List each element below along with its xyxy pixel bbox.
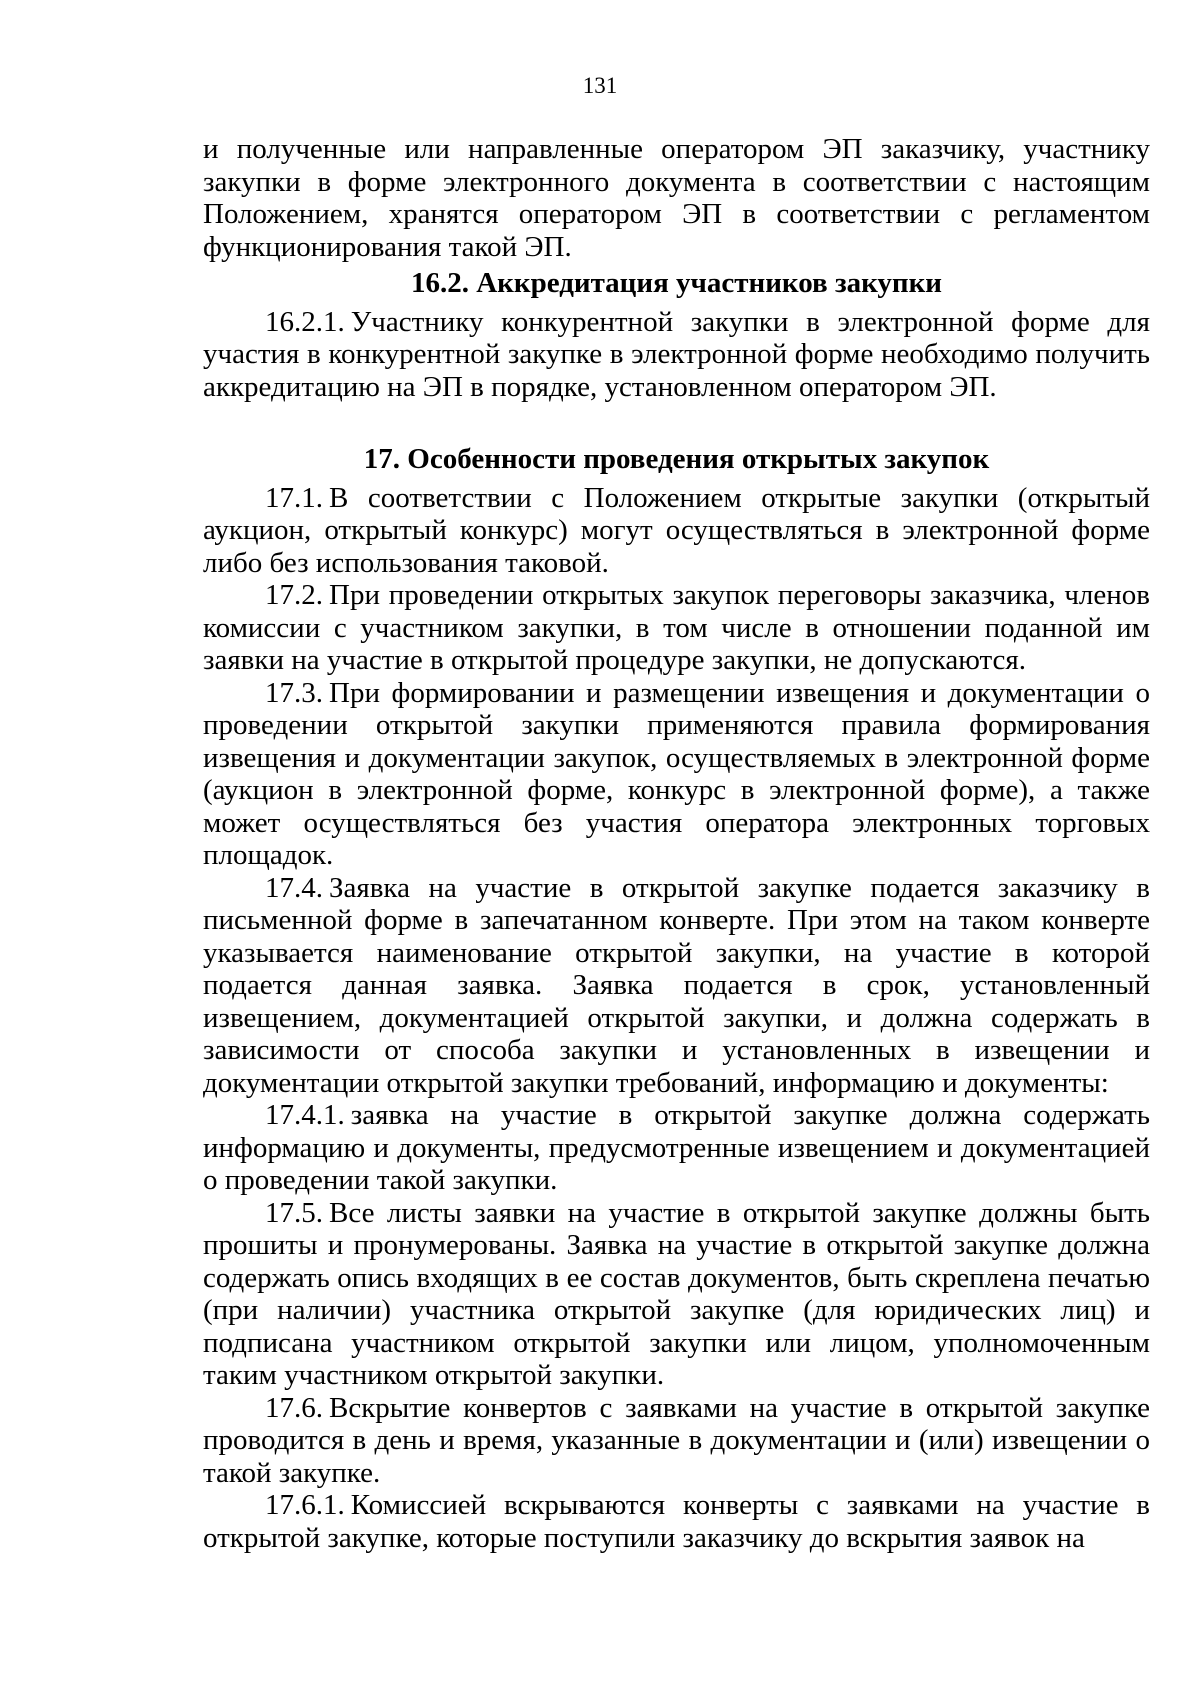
- clause-text: При проведении открытых закупок переговоры заказчика, членов комиссии с участником закупки, в том числе в отношении поданной им заявки на участие в открытой процедуре закупки, не допускаются.: [203, 579, 1150, 676]
- clause-number: 17.6.1.: [265, 1489, 345, 1521]
- clause-text: заявка на участие в открытой закупке должна содержать информацию и документы, предусмотренные извещением и документацией о проведении такой закупки.: [203, 1099, 1150, 1196]
- clause-text: Участнику конкурентной закупки в электронной форме для участия в конкурентной закупке в электронной форме необходимо получить аккредитацию на ЭП в порядке, установленном оператором ЭП.: [203, 305, 1150, 403]
- clause-number: 17.4.1.: [265, 1099, 345, 1131]
- intro-paragraph: и полученные или направленные оператором ЭП заказчику, участнику закупки в форме электронного документа в соответствии с настоящим Положением, хранятся оператором ЭП в соответствии с регламентом функционирования такой ЭП.: [203, 133, 1150, 263]
- clause-number: 17.3.: [265, 676, 323, 709]
- page-number: 131: [582, 73, 618, 98]
- section-heading-17: 17. Особенности проведения открытых закупок: [363, 443, 990, 475]
- clause-number: 17.1.: [265, 481, 323, 514]
- section-heading-16-2: 16.2. Аккредитация участников закупки: [410, 267, 943, 299]
- clause-17-5: [203, 1197, 1150, 1392]
- clause-text: Комиссией вскрываются конверты с заявками на участие в открытой закупке, которые поступили заказчику до вскрытия заявок на: [203, 1489, 1150, 1554]
- clause-17-1: [203, 482, 1150, 580]
- clause-text: Все листы заявки на участие в открытой закупке должны быть прошиты и пронумерованы. Заявка на участие в открытой закупке должна содержать опись входящих в ее состав документов, быть скреплена печатью (при наличии) участника открытой закупке (для юридических лиц) и подписана участником открытой закупки или лицом, уполномоченным таким участником открытой закупки.: [203, 1196, 1150, 1391]
- clause-number: 17.5.: [265, 1196, 323, 1229]
- clause-text: В соответствии с Положением открытые закупки (открытый аукцион, открытый конкурс) могут осуществляться в электронной форме либо без использования таковой.: [203, 481, 1150, 579]
- clause-17-4: [203, 872, 1150, 1100]
- clause-number: 17.6.: [265, 1391, 323, 1424]
- page-content: [203, 133, 1150, 1554]
- clause-text: При формировании и размещении извещения и документации о проведении открытой закупки применяются правила формирования извещения и документации закупок, осуществляемых в электронной форме (аукцион в электронной форме, конкурс в электронной форме), а также может осуществляться без участия оператора электронных торговых площадок.: [203, 676, 1150, 871]
- clause-text: Вскрытие конвертов с заявками на участие в открытой закупке проводится в день и время, указанные в документации и (или) извещении о такой закупке.: [203, 1391, 1150, 1489]
- clause-16-2-1: [203, 306, 1150, 404]
- clause-text: Заявка на участие в открытой закупке подается заказчику в письменной форме в запечатанном конверте. При этом на таком конверте указывается наименование открытой закупки, на участие в которой подается данная заявка. Заявка подается в срок, установленный извещением, документацией открытой закупки, и должна содержать в зависимости от способа закупки и установленных в извещении и документации открытой закупки требований, информацию и документы:: [203, 871, 1150, 1099]
- clause-17-3: [203, 677, 1150, 872]
- clause-17-6-1: [203, 1489, 1150, 1554]
- clause-17-4-1: [203, 1099, 1150, 1197]
- clause-number: 16.2.1.: [265, 305, 345, 338]
- clause-number: 17.2.: [265, 579, 323, 611]
- clause-number: 17.4.: [265, 871, 323, 904]
- clause-17-6: [203, 1392, 1150, 1490]
- clause-17-2: [203, 579, 1150, 677]
